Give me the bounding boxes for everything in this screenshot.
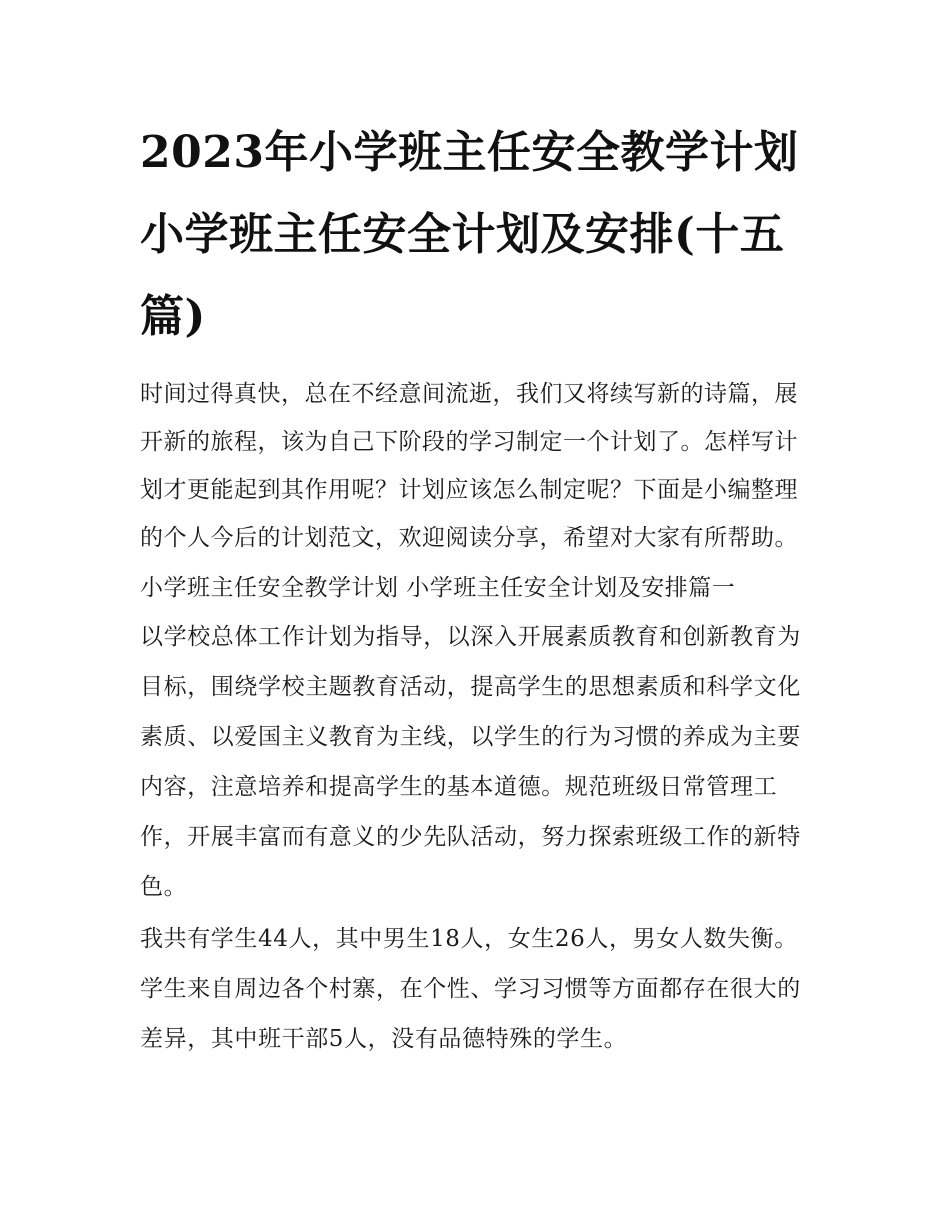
document-title: 2023年小学班主任安全教学计划 小学班主任安全计划及安排(十五篇) bbox=[140, 127, 799, 342]
document-page bbox=[140, 112, 812, 1064]
body-paragraph-1: 以学校总体工作计划为指导，以深入开展素质教育和创新教育为目标，围绕学校主题教育活动，提高学生的思想素质和科学文化素质、以爱国主义教育为主线，以学生的行为习惯的养成为主要内容，注意培养和提高学生的基本道德。规范班级日常管理工作，开展丰富而有意义的少先队活动，努力探索班级工作的新特色。 bbox=[140, 624, 801, 900]
body-paragraph-2: 我共有学生44人，其中男生18人，女生26人，男女人数失衡。学生来自周边各个村寨，在个性、学习习惯等方面都存在很大的差异，其中班干部5人，没有品德特殊的学生。 bbox=[140, 926, 801, 1052]
intro-paragraph: 时间过得真快，总在不经意间流逝，我们又将续写新的诗篇，展开新的旅程，该为自己下阶段的学习制定一个计划了。怎样写计划才更能起到其作用呢？计划应该怎么制定呢？下面是小编整理的个人今后的计划范文，欢迎阅读分享，希望对大家有所帮助。 bbox=[140, 381, 798, 551]
section-heading: 小学班主任安全教学计划 小学班主任安全计划及安排篇一 bbox=[140, 575, 736, 601]
